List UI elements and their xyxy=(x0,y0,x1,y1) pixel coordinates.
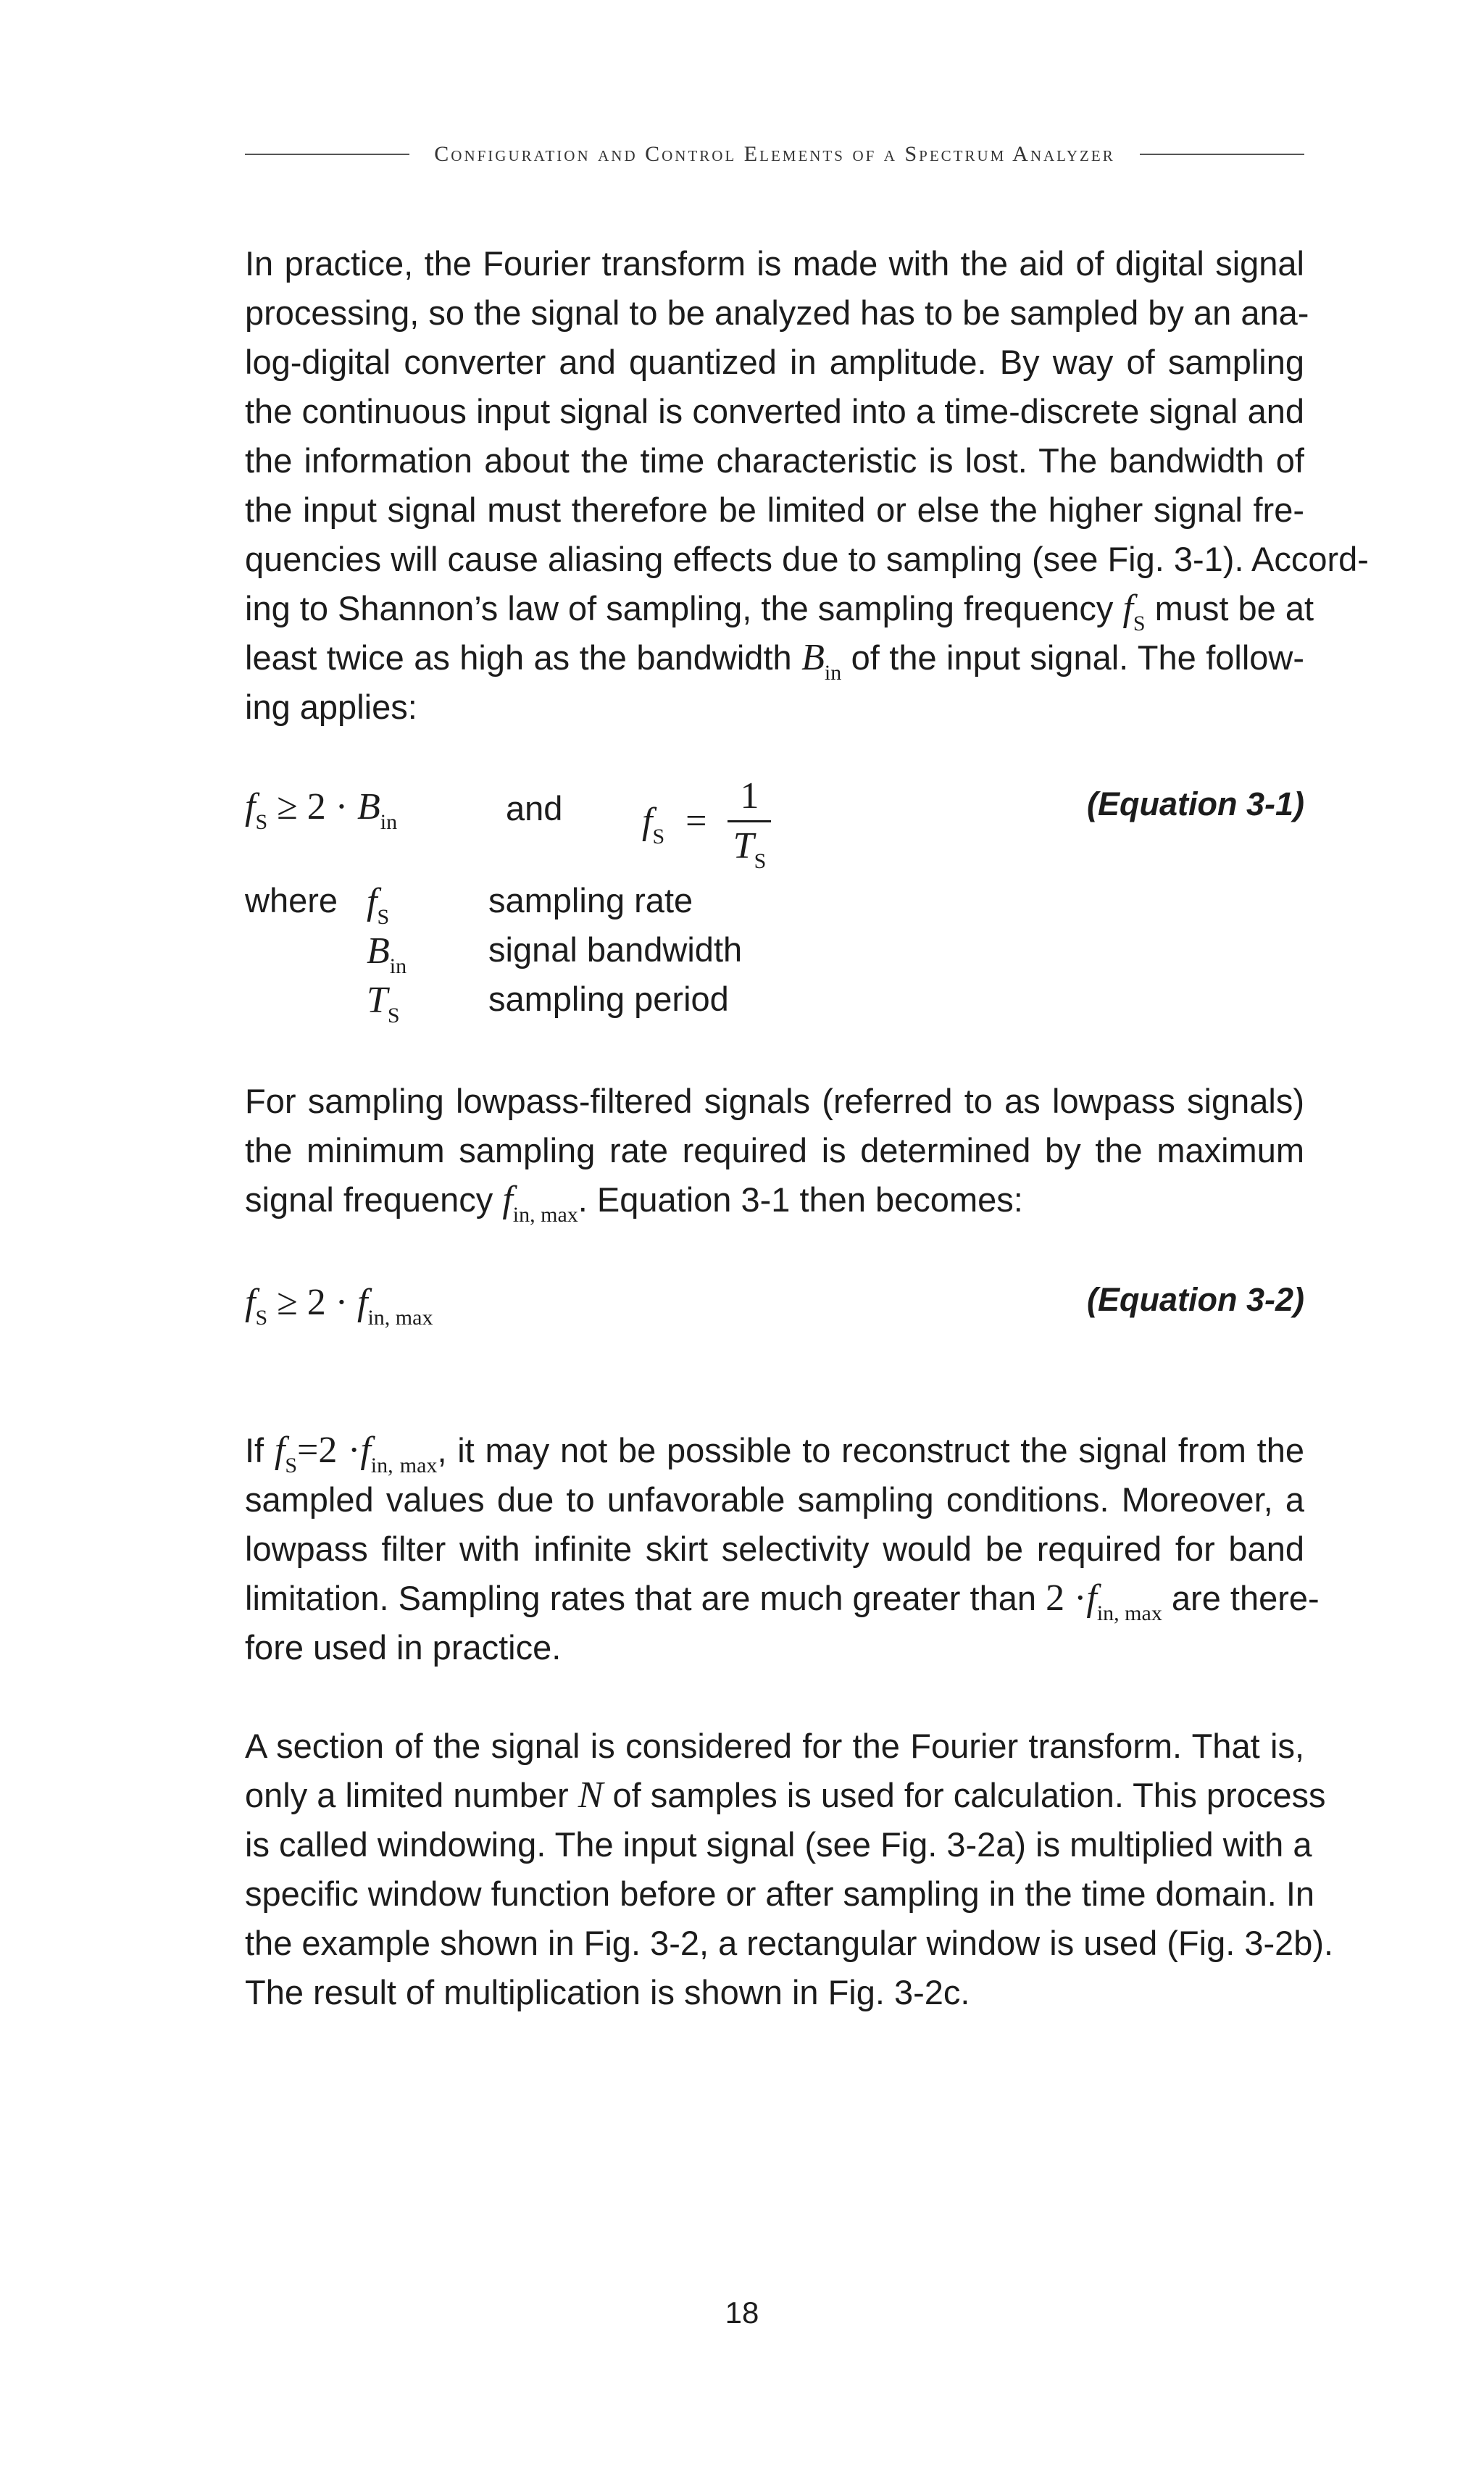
text-fragment: must be at xyxy=(1154,589,1314,627)
math-n: N xyxy=(578,1775,604,1816)
text-fragment: of samples is used for calculation. This process xyxy=(612,1776,1326,1814)
text-fragment: of the input signal. The follow- xyxy=(851,638,1305,677)
paragraph-reconstruction xyxy=(245,1426,1320,1672)
text-line: For sampling lowpass-filtered signals (referred to as lowpass signals) xyxy=(245,1082,1304,1120)
definition-row xyxy=(245,880,825,930)
text-fragment: limitation. Sampling rates that are much greater than xyxy=(245,1579,1036,1617)
text-line: log-digital converter and quantized in amplitude. By way of sampling xyxy=(245,343,1304,381)
text-fragment: are there- xyxy=(1171,1579,1320,1617)
text-line xyxy=(245,633,1304,683)
fraction: $\frac{1}{T_S}$ xyxy=(728,775,771,867)
text-line: A section of the signal is considered for the Fourier transform. That is, xyxy=(245,1727,1304,1765)
def-description: sampling rate xyxy=(488,881,693,919)
text-fragment: least twice as high as the bandwidth xyxy=(245,638,792,677)
text-line: the input signal must therefore be limited or else the higher signal fre- xyxy=(245,491,1304,529)
text-line: sampled values due to unfavorable sampling conditions. Moreover, a xyxy=(245,1480,1304,1519)
running-header xyxy=(245,142,1304,167)
eq-and-word: and xyxy=(506,789,563,827)
text-line: processing, so the signal to be analyzed has to be sampled by an ana- xyxy=(245,293,1309,332)
text-line: The result of multiplication is shown in Fig. 3-2c. xyxy=(245,1973,970,2011)
math-fs-eq-2fin: $f_S=2 \cdot f_{in, max}$ xyxy=(274,1430,438,1477)
definition-row xyxy=(245,979,825,1028)
eq-fs-geq-2fin: $f_S \ge 2 \cdot f_{in, max}$ xyxy=(245,1282,433,1330)
text-line: the example shown in Fig. 3-2, a rectangular window is used (Fig. 3-2b). xyxy=(245,1924,1334,1962)
text-line: ing applies: xyxy=(245,688,417,726)
def-description: signal bandwidth xyxy=(488,930,743,969)
def-symbol-ts: $T_S$ xyxy=(367,980,400,1027)
eq-fs-geq-2bin: $f_S \ge 2 \cdot B_{in}$ xyxy=(245,786,398,834)
text-line xyxy=(245,1175,1304,1225)
equation-label: (Equation 3-1) xyxy=(1087,785,1304,822)
definition-row xyxy=(245,930,825,979)
text-line: is called windowing. The input signal (see Fig. 3-2a) is multiplied with a xyxy=(245,1825,1312,1864)
paragraph-windowing xyxy=(245,1722,1334,2017)
text-fragment: , it may not be possible to reconstruct the signal from the xyxy=(437,1431,1304,1469)
text-line: the information about the time characteristic is lost. The bandwidth of xyxy=(245,441,1304,480)
text-line: lowpass filter with infinite skirt selectivity would be required for band xyxy=(245,1530,1304,1568)
paragraph-sampling-intro xyxy=(245,239,1369,732)
text-line xyxy=(245,1574,1320,1625)
text-fragment: ing to Shannon’s law of sampling, the sampling frequency xyxy=(245,589,1114,627)
math-bin: $B_{in}$ xyxy=(801,637,842,685)
symbol-definitions xyxy=(245,880,825,1033)
paragraph-lowpass xyxy=(245,1077,1304,1225)
header-rule-left xyxy=(245,154,409,155)
text-line: fore used in practice. xyxy=(245,1628,562,1667)
text-fragment: If xyxy=(245,1431,264,1469)
math-2fin-max: $2 \cdot f_{in, max}$ xyxy=(1046,1577,1162,1625)
text-line: quencies will cause aliasing effects due to sampling (see Fig. 3-1). Accord- xyxy=(245,540,1369,578)
def-symbol-bin: $B_{in}$ xyxy=(367,930,407,978)
math-fin-max: $f_{in, max}$ xyxy=(502,1179,578,1227)
text-fragment: only a limited number xyxy=(245,1776,569,1814)
text-line: specific window function before or after sampling in the time domain. In xyxy=(245,1874,1315,1913)
header-rule-right xyxy=(1140,154,1304,155)
def-description: sampling period xyxy=(488,980,729,1018)
where-word: where xyxy=(245,881,338,919)
text-line: In practice, the Fourier transform is made with the aid of digital signal xyxy=(245,244,1304,283)
page-number: 18 xyxy=(725,2295,759,2330)
text-fragment: . Equation 3-1 then becomes: xyxy=(578,1180,1023,1219)
def-symbol-fs: $f_S$ xyxy=(367,881,390,929)
eq-fs-equals-fraction: $f_S$ = $\frac{1}{T_S}$ xyxy=(642,775,771,867)
text-line: the minimum sampling rate required is determined by the maximum xyxy=(245,1131,1304,1169)
math-fs: $f_S$ xyxy=(1122,588,1146,635)
text-line xyxy=(245,1771,1326,1820)
text-line: the continuous input signal is converted into a time-discrete signal and xyxy=(245,392,1304,430)
equation-3-2 xyxy=(245,1281,1304,1346)
text-fragment: signal frequency xyxy=(245,1180,493,1219)
equation-label: (Equation 3-2) xyxy=(1087,1281,1304,1318)
text-line xyxy=(245,584,1314,635)
text-line xyxy=(245,1426,1304,1475)
running-title: Configuration and Control Elements of a Spectrum Analyzer xyxy=(434,142,1115,166)
